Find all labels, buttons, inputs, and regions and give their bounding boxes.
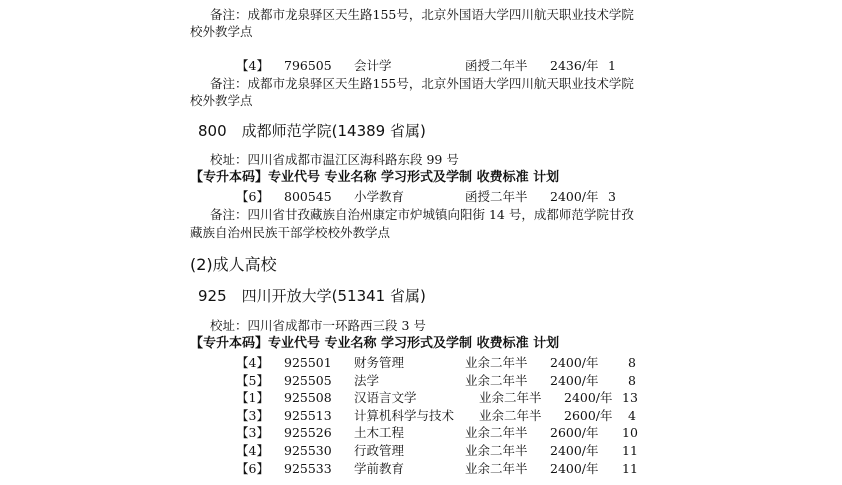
level-code: 【6】	[236, 189, 269, 204]
major-code: 925505	[284, 373, 332, 388]
table-header: 【专升本码】专业代号 专业名称 学习形式及学制 收费标准 计划	[190, 170, 560, 185]
major-code: 925533	[284, 461, 332, 476]
major-name: 会计学	[354, 58, 392, 73]
study-form: 业余二年半	[479, 390, 542, 405]
level-code: 【6】	[236, 461, 269, 476]
note-line: 校外教学点	[190, 93, 253, 108]
plan: 11	[622, 461, 638, 476]
major-code: 925508	[284, 390, 332, 405]
plan: 11	[622, 443, 638, 458]
plan: 13	[622, 390, 638, 405]
major-name: 法学	[354, 373, 380, 388]
study-form: 业余二年半	[465, 443, 528, 458]
level-code: 【4】	[236, 58, 269, 73]
major-code: 925526	[284, 425, 332, 440]
plan: 10	[622, 425, 638, 440]
table-row	[236, 390, 656, 406]
study-form: 函授二年半	[465, 189, 528, 204]
level-code: 【4】	[236, 443, 269, 458]
level-code: 【4】	[236, 355, 269, 370]
plan: 8	[628, 355, 636, 370]
level-code: 【3】	[236, 425, 269, 440]
fee: 2436/年	[550, 58, 599, 73]
major-code: 796505	[284, 58, 332, 73]
table-row	[236, 189, 656, 205]
fee: 2400/年	[550, 461, 599, 476]
table-row	[236, 58, 656, 74]
major-name: 土木工程	[354, 425, 405, 440]
school-title: 800 成都师范学院(14389 省属)	[198, 122, 426, 140]
table-row	[236, 373, 656, 389]
fee: 2400/年	[550, 443, 599, 458]
major-code: 925530	[284, 443, 332, 458]
table-row	[236, 443, 656, 459]
major-code: 925501	[284, 355, 332, 370]
school-address: 校址：四川省成都市一环路西三段 3 号	[210, 318, 426, 333]
study-form: 业余二年半	[465, 425, 528, 440]
study-form: 业余二年半	[465, 373, 528, 388]
major-name: 行政管理	[354, 443, 405, 458]
fee: 2400/年	[550, 189, 599, 204]
fee: 2400/年	[550, 355, 599, 370]
table-row	[236, 461, 656, 477]
table-row	[236, 425, 656, 441]
major-name: 汉语言文学	[354, 390, 417, 405]
plan: 8	[628, 373, 636, 388]
fee: 2400/年	[564, 390, 613, 405]
major-name: 学前教育	[354, 461, 405, 476]
level-code: 【3】	[236, 408, 269, 423]
major-name: 计算机科学与技术	[354, 408, 455, 423]
table-header: 【专升本码】专业代号 专业名称 学习形式及学制 收费标准 计划	[190, 336, 560, 351]
school-address: 校址：四川省成都市温江区海科路东段 99 号	[210, 152, 459, 167]
table-row	[236, 355, 656, 371]
note-line: 校外教学点	[190, 24, 253, 39]
plan: 3	[608, 189, 616, 204]
major-name: 小学教育	[354, 189, 405, 204]
major-name: 财务管理	[354, 355, 405, 370]
note-line: 备注：四川省甘孜藏族自治州康定市炉城镇向阳街 14 号，成都师范学院甘孜	[210, 207, 634, 222]
plan: 4	[628, 408, 636, 423]
study-form: 函授二年半	[465, 58, 528, 73]
note-line: 藏族自治州民族干部学校校外教学点	[190, 225, 391, 240]
major-code: 800545	[284, 189, 332, 204]
major-code: 925513	[284, 408, 332, 423]
level-code: 【5】	[236, 373, 269, 388]
fee: 2600/年	[564, 408, 613, 423]
plan: 1	[608, 58, 616, 73]
table-row	[236, 408, 656, 424]
school-title: 925 四川开放大学(51341 省属)	[198, 287, 426, 305]
section-title: (2)成人高校	[190, 255, 277, 274]
fee: 2600/年	[550, 425, 599, 440]
note-line: 备注：成都市龙泉驿区天生路155号，北京外国语大学四川航天职业技术学院	[210, 76, 634, 91]
study-form: 业余二年半	[465, 461, 528, 476]
fee: 2400/年	[550, 373, 599, 388]
note-line: 备注：成都市龙泉驿区天生路155号，北京外国语大学四川航天职业技术学院	[210, 7, 634, 22]
study-form: 业余二年半	[479, 408, 542, 423]
level-code: 【1】	[236, 390, 269, 405]
study-form: 业余二年半	[465, 355, 528, 370]
